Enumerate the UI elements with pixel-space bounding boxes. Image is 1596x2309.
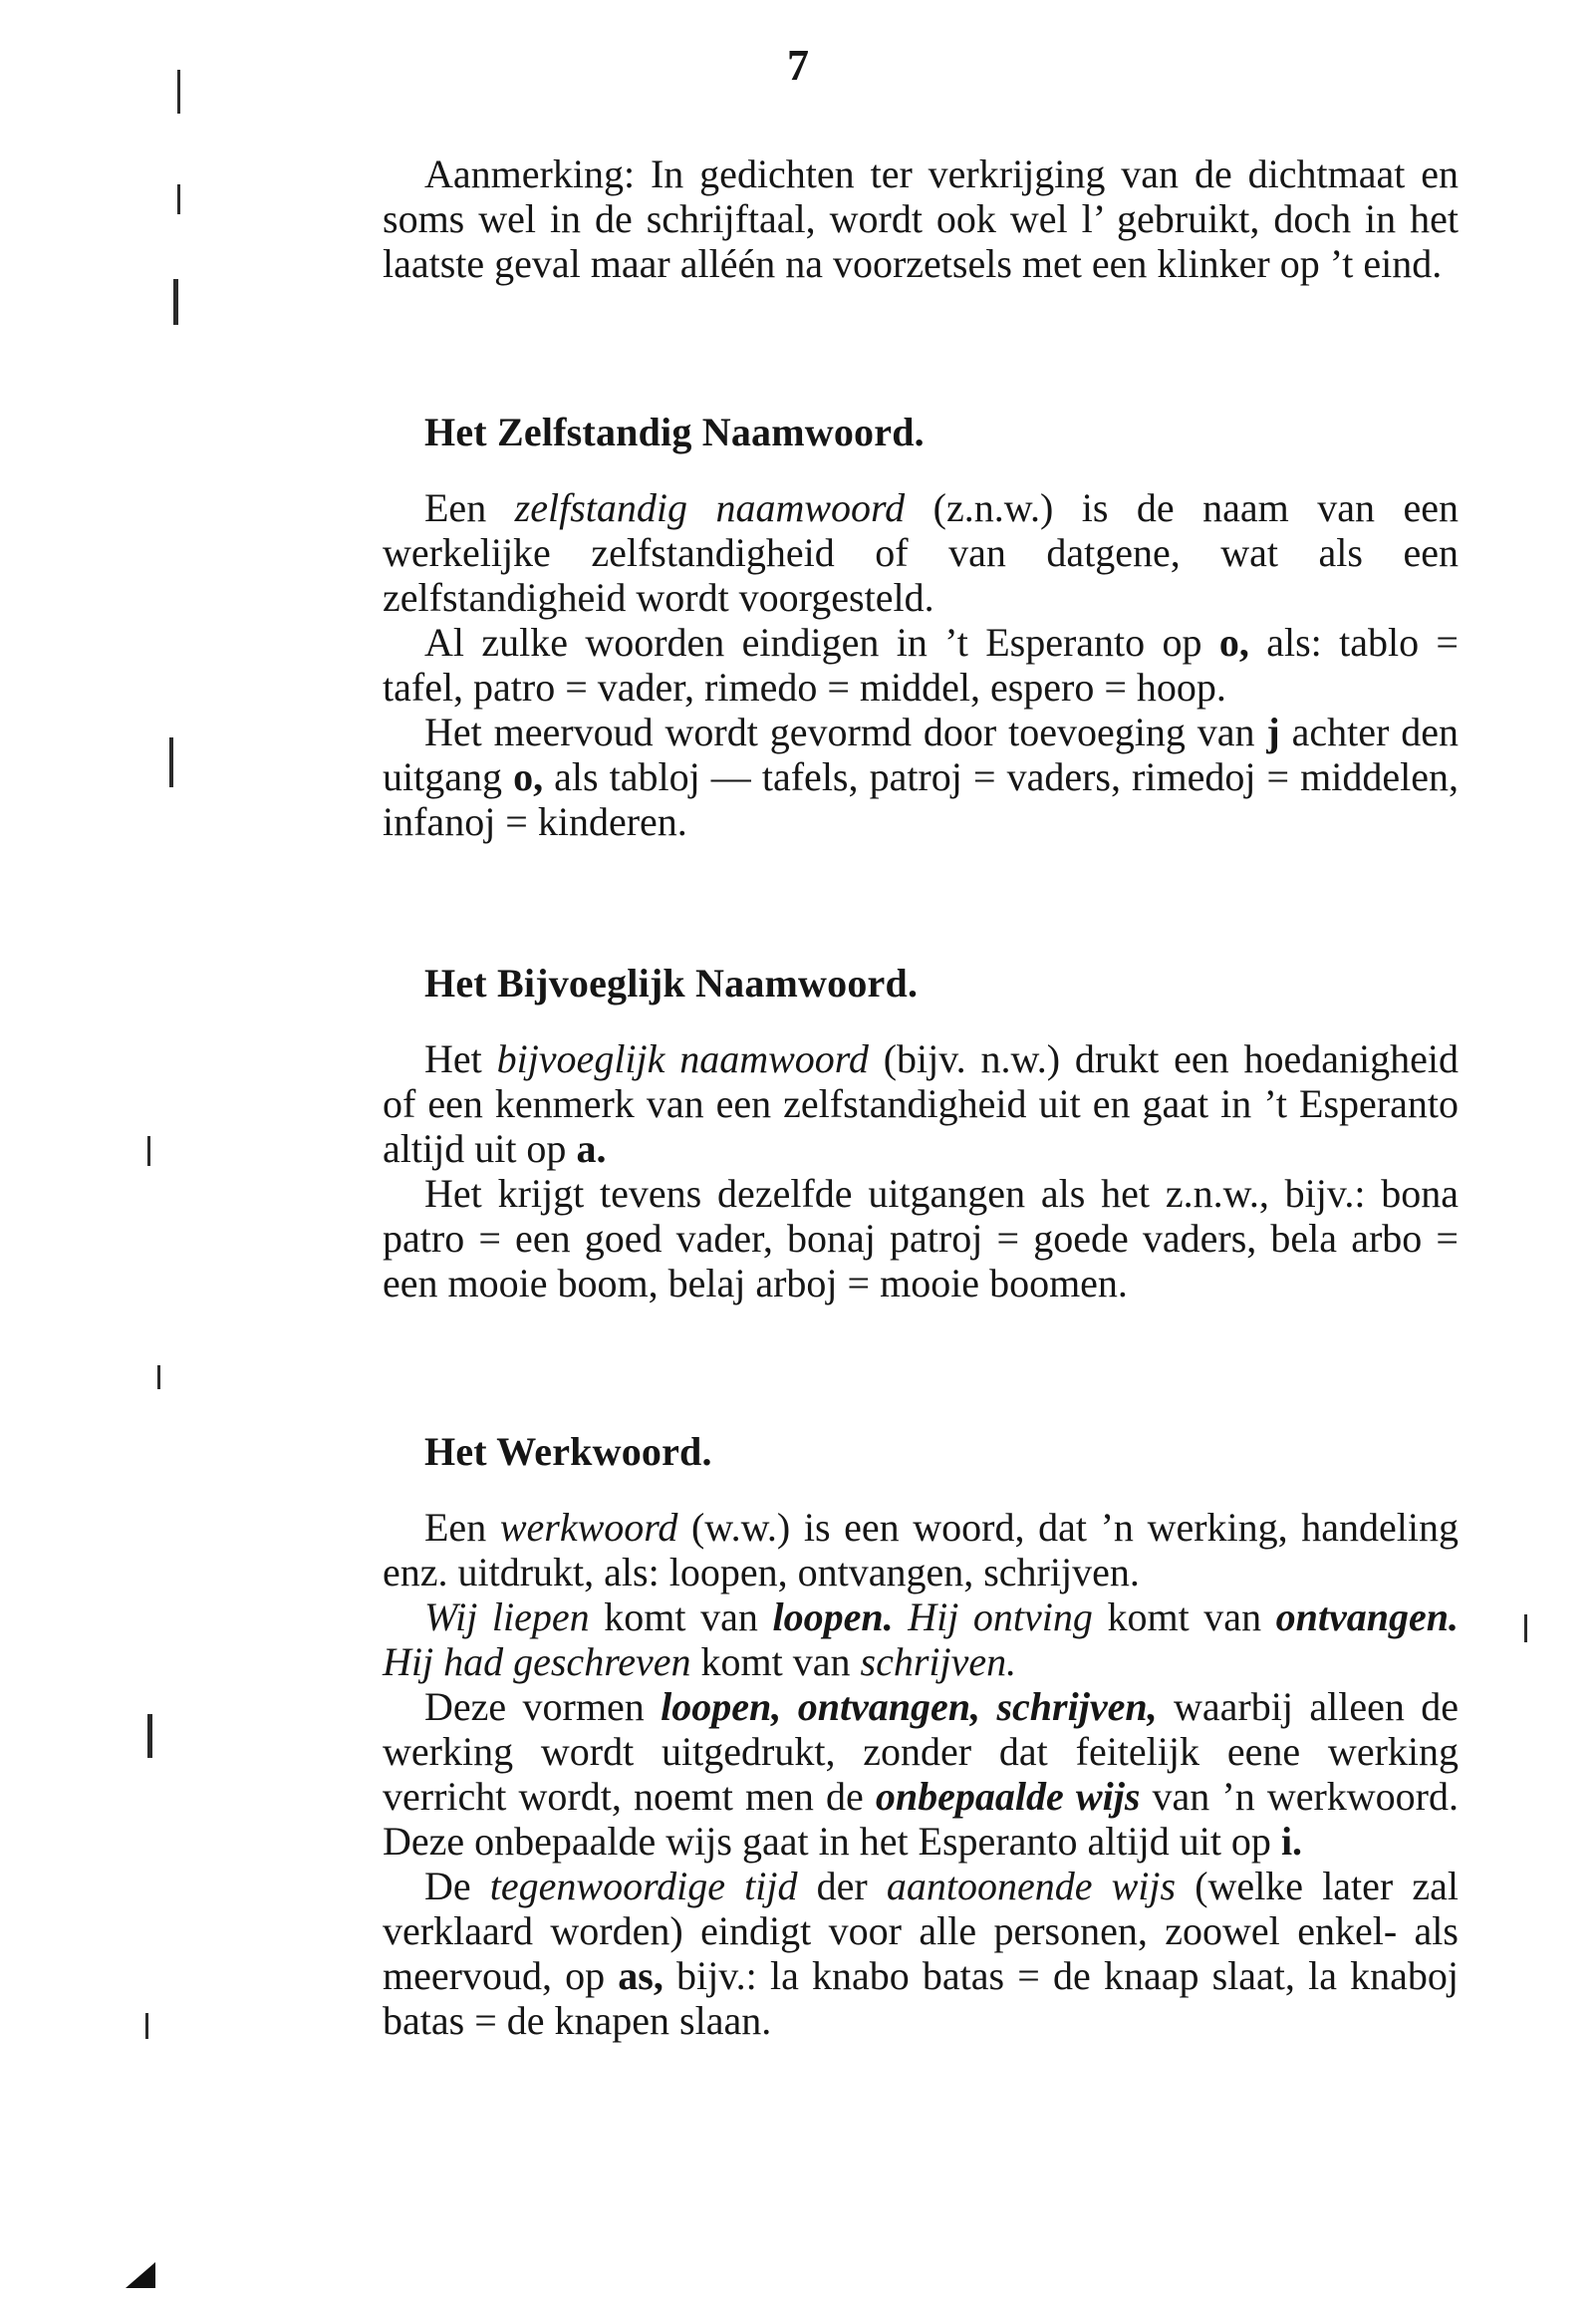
section-body-zelfstandig-naamwoord [383, 485, 1459, 844]
text-run: komt van [1092, 1594, 1276, 1639]
text-run: komt van [589, 1594, 773, 1639]
body-paragraph [383, 1594, 1459, 1684]
remark-paragraph: Aanmerking: In gedichten ter verkrijging van de dichtmaat en soms wel in de schrijftaal, wordt ook wel l’ gebruikt, doch in het laatste geval maar alléén na voorzetsels met een klinker op ’t eind. [383, 151, 1459, 286]
body-paragraph [383, 620, 1459, 710]
text-run: (welke later zal verklaard worden) eindigt voor alle personen, zoowel enkel- als meervoud, op [383, 1864, 1460, 1998]
text-run: als tabloj — tafels, patroj = vaders, rimedoj = middelen, infanoj = kinderen. [383, 754, 1459, 844]
text-run: Een [424, 1505, 500, 1550]
body-paragraph [383, 1171, 1459, 1305]
text-run: i. [1280, 1819, 1303, 1864]
text-run: Deze vormen [424, 1684, 662, 1729]
scan-speck [1524, 1614, 1527, 1642]
body-paragraph [383, 1505, 1459, 1594]
text-run: als: tablo = tafel, patro = vader, rimedo = middel, espero = hoop. [383, 620, 1459, 710]
text-run: tegenwoordige tijd [489, 1864, 798, 1908]
body-paragraph [383, 1036, 1459, 1171]
section-heading-zelfstandig-naamwoord: Het Zelfstandig Naamwoord. [424, 410, 925, 454]
scan-speck [147, 1714, 152, 1758]
text-run: waarbij alleen de werking wordt uitgedrukt, zonder dat feitelijk eene werking verricht wordt, noemt men de [383, 1684, 1460, 1819]
text-run: a. [576, 1126, 607, 1171]
text-run: loopen. [772, 1594, 894, 1639]
section-body-werkwoord [383, 1505, 1459, 2043]
text-run: Het [424, 1036, 497, 1081]
text-run: aantoonende wijs [886, 1864, 1177, 1908]
scan-speck [147, 1136, 150, 1166]
body-paragraph [383, 1864, 1459, 2043]
text-run: onbepaalde wijs [875, 1774, 1141, 1819]
text-run: ontvangen. [1275, 1594, 1460, 1639]
text-run: van ’n werkwoord. Deze onbepaalde wijs gaat in het Esperanto altijd uit op [383, 1774, 1460, 1864]
text-run: Hij had geschreven [383, 1639, 691, 1684]
scan-speck [173, 279, 178, 325]
text-run: (w.w.) is een woord, dat ’n werking, handeling enz. uitdrukt, als: loopen, ontvangen, schrijven. [383, 1505, 1460, 1594]
scan-speck [177, 70, 180, 114]
text-run: zelfstandig naamwoord [514, 485, 906, 530]
scan-speck [157, 1365, 160, 1389]
text-run: schrijven. [860, 1639, 1017, 1684]
scan-speck [169, 737, 173, 787]
text-run: Al zulke woorden eindigen in ’t Esperanto op [424, 620, 1219, 665]
body-paragraph [383, 485, 1459, 620]
text-run: werkwoord [499, 1505, 678, 1550]
text-run [894, 1594, 909, 1639]
text-run: j [1266, 710, 1280, 754]
text-run: (bijv. n.w.) drukt een hoedanigheid of een kenmerk van een zelfstandigheid uit en gaat in ’t Esperanto altijd uit op [383, 1036, 1459, 1171]
scan-speck [145, 2013, 148, 2039]
scan-speck [177, 184, 180, 214]
text-run: Wij liepen [424, 1594, 590, 1639]
text-run: der [797, 1864, 887, 1908]
text-run: loopen, ontvangen, schrijven, [661, 1684, 1158, 1729]
text-run: Het krijgt tevens dezelfde uitgangen als het z.n.w., bijv.: bona patro = een goed vader, bonaj patroj = goede vaders, bela arbo = een mooie boom, belaj arboj = mooie boomen. [383, 1171, 1459, 1305]
text-run: komt van [690, 1639, 861, 1684]
text-run: bijvoeglijk naamwoord [496, 1036, 869, 1081]
text-run: Hij ontving [908, 1594, 1093, 1639]
corner-mark [126, 2262, 155, 2288]
section-body-bijvoeglijk-naamwoord [383, 1036, 1459, 1305]
section-heading-werkwoord: Het Werkwoord. [424, 1429, 712, 1474]
text-run: Een [424, 485, 515, 530]
text-run: achter den uitgang [383, 710, 1460, 799]
text-run: (z.n.w.) is de naam van een werkelijke zelfstandigheid of van datgene, wat als een zelfstandigheid wordt voorgesteld. [383, 485, 1459, 620]
text-run: bijv.: la knabo batas = de knaap slaat, la knaboj batas = de knapen slaan. [383, 1953, 1459, 2043]
body-paragraph [383, 710, 1459, 844]
text-run: o, [1218, 620, 1249, 665]
text-run: Het meervoud wordt gevormd door toevoeging van [424, 710, 1267, 754]
text-run: as, [618, 1953, 664, 1998]
body-paragraph [383, 1684, 1459, 1864]
remark-block [383, 151, 1459, 286]
text-run: De [424, 1864, 490, 1908]
page-number: 7 [787, 41, 809, 90]
section-heading-bijvoeglijk-naamwoord: Het Bijvoeglijk Naamwoord. [424, 961, 919, 1006]
text-run: o, [513, 754, 544, 799]
